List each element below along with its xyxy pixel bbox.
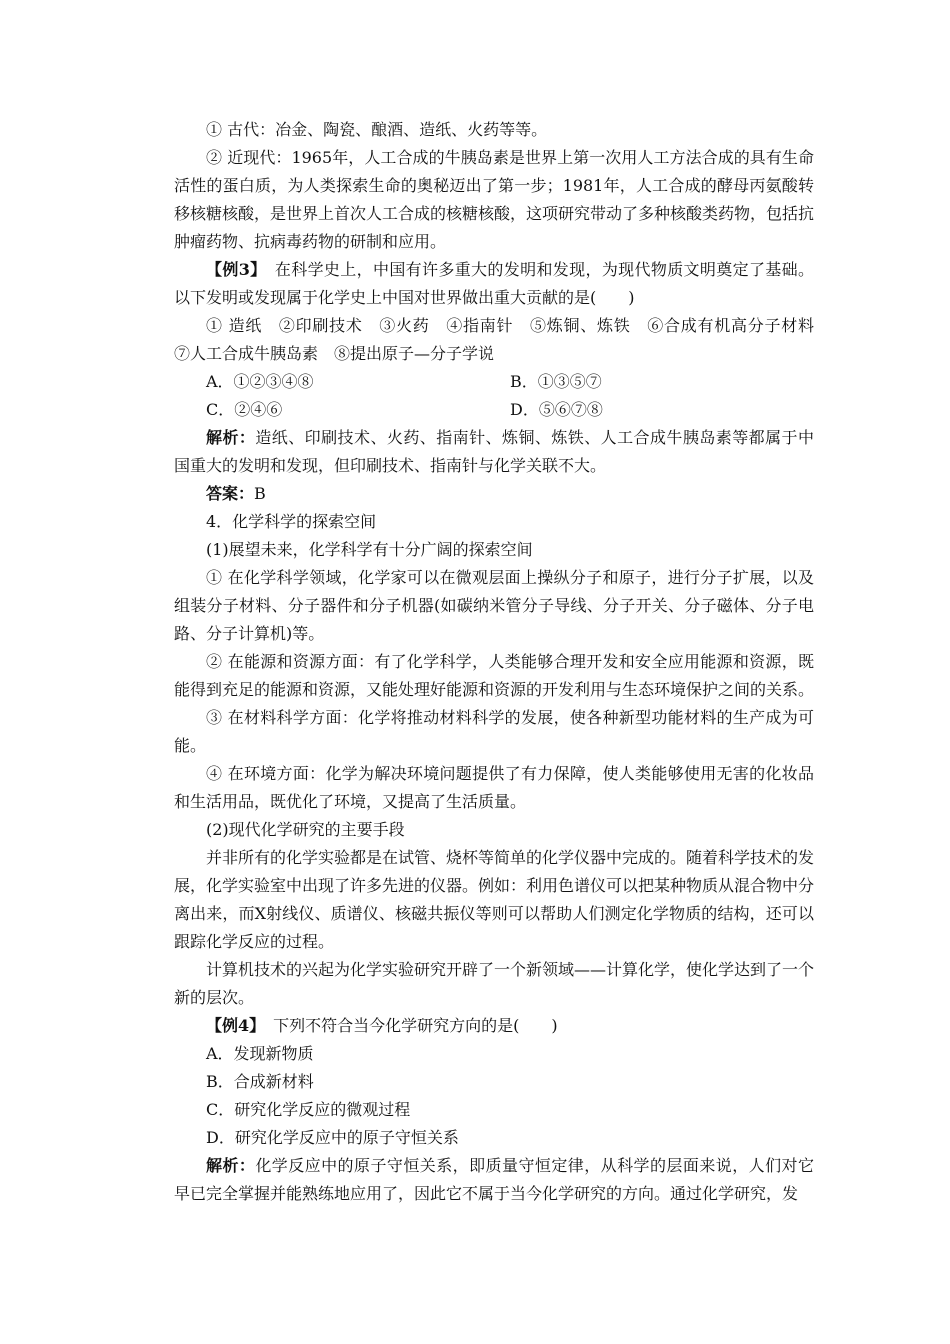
example-3-items: ① 造纸 ②印刷技术 ③火药 ④指南针 ⑤炼铜、炼铁 ⑥合成有机高分子材料 ⑦人工合成牛胰岛素 ⑧提出原子—分子学说 [174,316,831,363]
example-3-option-a: A．①②③④⑧ [206,372,314,391]
section-4-paragraph-instruments: 并非所有的化学实验都是在试管、烧杯等简单的化学仪器中完成的。随着科学技术的发展，化学实验室中出现了许多先进的仪器。例如：利用色谱仪可以把某种物质从混合物中分离出来，而X射线仪、质谱仪、核磁共振仪等则可以帮助人们测定化学物质的结构，还可以跟踪化学反应的过程。 [174,848,815,951]
paragraph-ancient: ① 古代：冶金、陶瓷、酿酒、造纸、火药等等。 [206,120,548,139]
example-4-analysis-label: 解析： [206,1156,256,1175]
example-4-stem [174,1012,814,1040]
example-3-answer [174,480,814,508]
example-3-stem [174,256,814,312]
paragraph-modern: ② 近现代：1965年，人工合成的牛胰岛素是世界上第一次用人工方法合成的具有生命活性的蛋白质，为人类探索生命的奥秘迈出了第一步；1981年，人工合成的酵母丙氨酸转移核糖核酸，是世界上首次人工合成的核糖核酸，这项研究带动了多种核酸类药物，包括抗肿瘤药物、抗病毒药物的研制和应用。 [174,148,815,251]
example-3-analysis-label: 解析： [206,428,256,447]
example-3-option-d: D．⑤⑥⑦⑧ [510,400,603,419]
example-4-option-c: C．研究化学反应的微观过程 [206,1100,411,1119]
example-3-question: 在科学史上，中国有许多重大的发明和发现，为现代物质文明奠定了基础。以下发明或发现属于化学史上中国对世界做出重大贡献的是( ) [174,260,814,307]
document-page [174,116,831,1208]
example-3-analysis-text: 造纸、印刷技术、火药、指南针、炼铜、炼铁、人工合成牛胰岛素等都属于中国重大的发明和发现，但印刷技术、指南针与化学关联不大。 [174,428,814,475]
example-4-option-a: A．发现新物质 [206,1044,314,1063]
example-4-option-d: D．研究化学反应中的原子守恒关系 [206,1128,459,1147]
example-3-option-c: C．②④⑥ [206,400,283,419]
section-4-point-1: ① 在化学科学领域，化学家可以在微观层面上操纵分子和原子，进行分子扩展，以及组装分子材料、分子器件和分子机器(如碳纳米管分子导线、分子开关、分子磁体、分子电路、分子计算机)等。 [174,568,814,643]
example-3-answer-label: 答案： [206,484,255,503]
section-4-title: 4．化学科学的探索空间 [206,512,377,531]
section-4-point-3: ③ 在材料科学方面：化学将推动材料科学的发展，使各种新型功能材料的生产成为可能。 [174,708,814,755]
example-4-analysis-text: 化学反应中的原子守恒关系，即质量守恒定律，从科学的层面来说，人们对它早已完全掌握并能熟练地应用了，因此它不属于当今化学研究的方向。通过化学研究，发 [174,1156,814,1203]
example-3-options-row-2 [174,396,814,424]
example-4-question: 下列不符合当今化学研究方向的是( ) [273,1016,558,1035]
example-3-option-b: B．①③⑤⑦ [510,372,602,391]
example-3-analysis [174,424,814,480]
section-4-paragraph-computing: 计算机技术的兴起为化学实验研究开辟了一个新领域——计算化学，使化学达到了一个新的层次。 [174,960,815,1007]
section-4-point-2: ② 在能源和资源方面：有了化学科学，人类能够合理开发和安全应用能源和资源，既能得到充足的能源和资源，又能处理好能源和资源的开发利用与生态环境保护之间的关系。 [174,652,815,699]
section-4-point-4: ④ 在环境方面：化学为解决环境问题提供了有力保障，使人类能够使用无害的化妆品和生活用品，既优化了环境，又提高了生活质量。 [174,764,814,811]
example-4-option-b: B．合成新材料 [206,1072,314,1091]
example-3-tag: 【例3】 [206,260,259,279]
example-3-answer-value: B [254,484,266,503]
example-3-options-row-1 [174,368,814,396]
example-4-tag: 【例4】 [206,1016,258,1035]
section-4-subheading-2: (2)现代化学研究的主要手段 [206,820,405,839]
example-4-analysis [174,1152,814,1208]
section-4-subheading-1: (1)展望未来，化学科学有十分广阔的探索空间 [206,540,533,559]
